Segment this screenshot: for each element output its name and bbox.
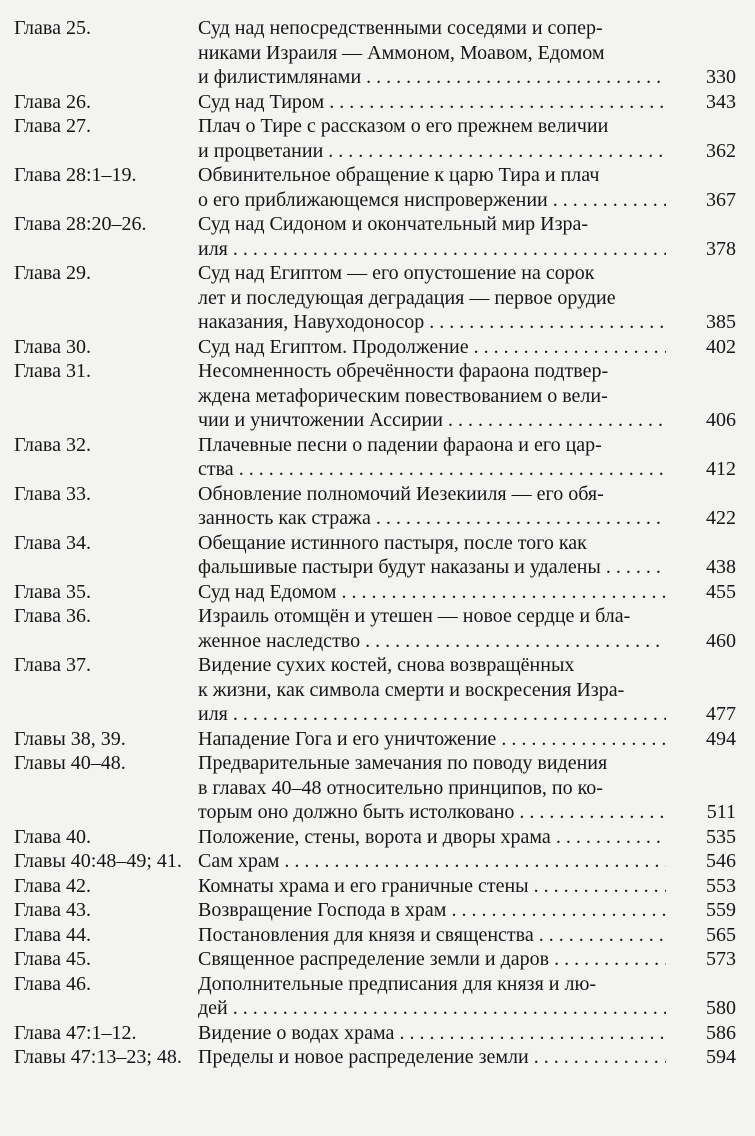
page-number: 402	[706, 335, 736, 358]
page-number: 594	[706, 1046, 736, 1068]
title-line: Дополнительные предписания для князя и лю-	[198, 972, 597, 995]
title-line: Постановления для князя и священства . . .	[198, 923, 666, 948]
page-number: 573	[706, 948, 736, 970]
toc-entry	[0, 531, 755, 580]
toc-entry	[0, 482, 755, 531]
toc-entry	[0, 972, 755, 1021]
title-line: Видение сухих костей, снова возвращённых	[198, 654, 575, 676]
chapter-title	[186, 212, 666, 261]
title-line: Комнаты храма и его граничные стены . . .	[198, 874, 666, 899]
title-line: Сам храм . . .	[198, 849, 666, 874]
chapter-title	[186, 947, 666, 972]
chapter-label: Глава 26.	[14, 90, 91, 113]
page-number-cell	[666, 604, 746, 653]
title-line: к жизни, как символа смерти и воскресения Изра-	[198, 678, 625, 701]
title-line: Положение, стены, ворота и дворы храма . . .	[198, 825, 666, 850]
toc-entry	[0, 114, 755, 163]
chapter-label: Глава 30.	[14, 335, 91, 358]
chapter-title	[186, 482, 666, 531]
page-number: 553	[706, 874, 736, 897]
page-number-cell	[666, 751, 746, 825]
toc-entry	[0, 898, 755, 923]
chapter-title	[186, 531, 666, 580]
title-line: фальшивые пастыри будут наказаны и удалены . . .	[198, 555, 666, 580]
toc-entry	[0, 163, 755, 212]
page-number: 494	[706, 727, 736, 750]
title-line: чии и уничтожении Ассирии . . .	[198, 408, 666, 433]
toc-entry	[0, 849, 755, 874]
page-number: 367	[706, 188, 736, 211]
page-number-cell	[666, 482, 746, 531]
title-line: и процветании . . .	[198, 139, 666, 164]
page-number: 343	[706, 90, 736, 113]
title-line: Суд над Тиром . . .	[198, 90, 666, 115]
chapter-title	[186, 359, 666, 433]
title-line: ства . . .	[198, 457, 666, 482]
toc-entry	[0, 335, 755, 360]
page-number-cell	[666, 825, 746, 850]
toc-entry	[0, 261, 755, 335]
chapter-title	[186, 433, 666, 482]
title-line: Обновление полномочий Иезекииля — его обя-	[198, 482, 604, 505]
title-line: Суд над Сидоном и окончательный мир Изра-	[198, 213, 589, 235]
page-number-cell	[666, 727, 746, 752]
title-line: Суд над Египтом. Продолжение . . .	[198, 335, 666, 360]
page-number-cell	[666, 1045, 746, 1070]
title-line: Суд над Едомом . . .	[198, 580, 666, 605]
chapter-title	[186, 16, 666, 90]
toc-entry	[0, 580, 755, 605]
toc-entry	[0, 359, 755, 433]
page-number: 455	[706, 580, 736, 603]
toc-entry	[0, 433, 755, 482]
title-line: Обещание истинного пастыря, после того как	[198, 531, 587, 554]
page-number: 565	[706, 923, 736, 946]
title-line: Суд над непосредственными соседями и сопер-	[198, 17, 603, 39]
table-of-contents	[0, 16, 755, 1070]
chapter-title	[186, 114, 666, 163]
title-line: о его приближающемся ниспровержении . . .	[198, 188, 666, 213]
chapter-label: Глава 33.	[14, 482, 91, 505]
chapter-label: Главы 47:13–23; 48.	[14, 1046, 182, 1068]
chapter-title	[186, 580, 666, 605]
chapter-title	[186, 163, 666, 212]
toc-entry	[0, 874, 755, 899]
title-line: Израиль отомщён и утешен — новое сердце и бла-	[198, 605, 631, 627]
page-number-cell	[666, 531, 746, 580]
toc-entry	[0, 825, 755, 850]
chapter-label: Глава 36.	[14, 605, 91, 627]
page-number: 546	[706, 850, 736, 872]
chapter-label: Глава 37.	[14, 654, 91, 676]
title-line: женное наследство . . .	[198, 629, 666, 654]
title-line: Плач о Тире с рассказом о его прежнем величии	[198, 115, 609, 137]
page-number: 422	[706, 507, 736, 529]
page-number-cell	[666, 947, 746, 972]
title-line: Обвинительное обращение к царю Тира и плач	[198, 164, 600, 186]
title-line: Священное распределение земли и даров . . .	[198, 947, 666, 972]
page-number-cell	[666, 163, 746, 212]
chapter-label: Глава 31.	[14, 360, 91, 382]
chapter-title	[186, 849, 666, 874]
chapter-label: Глава 47:1–12.	[14, 1021, 137, 1044]
chapter-title	[186, 1021, 666, 1046]
page-number: 477	[706, 703, 736, 725]
chapter-title	[186, 727, 666, 752]
chapter-label: Глава 46.	[14, 972, 91, 995]
page-number-cell	[666, 335, 746, 360]
page-number-cell	[666, 16, 746, 90]
page-number-cell	[666, 1021, 746, 1046]
page-number: 412	[706, 458, 736, 480]
toc-entry	[0, 212, 755, 261]
title-line: дей . . .	[198, 996, 666, 1021]
title-line: ждена метафорическим повествованием о вели-	[198, 384, 608, 407]
chapter-label: Глава 25.	[14, 17, 91, 39]
title-line: Видение о водах храма . . .	[198, 1021, 666, 1046]
toc-entry	[0, 947, 755, 972]
title-line: торым оно должно быть истолковано . . .	[198, 800, 666, 825]
chapter-label: Глава 40.	[14, 825, 91, 848]
toc-entry	[0, 16, 755, 90]
toc-entry	[0, 727, 755, 752]
chapter-label: Глава 27.	[14, 115, 91, 137]
chapter-label: Глава 43.	[14, 899, 91, 921]
page-number-cell	[666, 261, 746, 335]
toc-entry	[0, 1045, 755, 1070]
chapter-label: Глава 28:1–19.	[14, 164, 137, 186]
chapter-label: Главы 38, 39.	[14, 727, 126, 750]
page-number: 330	[706, 66, 736, 88]
page-number: 362	[706, 139, 736, 162]
title-line: Несомненность обречённости фараона подтвер-	[198, 360, 609, 382]
toc-entry	[0, 653, 755, 727]
toc-entry	[0, 604, 755, 653]
chapter-label: Глава 35.	[14, 580, 91, 603]
page-number: 511	[706, 801, 736, 823]
toc-entry	[0, 751, 755, 825]
chapter-label: Глава 32.	[14, 433, 91, 456]
chapter-title	[186, 604, 666, 653]
page-number: 385	[706, 311, 736, 333]
page-number-cell	[666, 972, 746, 1021]
title-line: и филистимлянами . . .	[198, 65, 666, 90]
page-number-cell	[666, 653, 746, 727]
title-line: Плачевные песни о падении фараона и его цар-	[198, 433, 602, 456]
chapter-title	[186, 1045, 666, 1070]
title-line: лет и последующая деградация — первое орудие	[198, 286, 616, 309]
title-line: никами Израиля — Аммоном, Моавом, Едомом	[198, 41, 605, 64]
page-number: 535	[706, 825, 736, 848]
chapter-title	[186, 335, 666, 360]
chapter-title	[186, 874, 666, 899]
chapter-title	[186, 751, 666, 825]
page-number-cell	[666, 359, 746, 433]
title-line: Суд над Египтом — его опустошение на сорок	[198, 262, 595, 284]
page-number-cell	[666, 923, 746, 948]
toc-entry	[0, 923, 755, 948]
page-number: 438	[706, 556, 736, 578]
chapter-label: Глава 28:20–26.	[14, 213, 147, 235]
chapter-label: Глава 29.	[14, 262, 91, 284]
page-number: 580	[706, 997, 736, 1019]
chapter-title	[186, 825, 666, 850]
chapter-label: Глава 42.	[14, 874, 91, 897]
page-number-cell	[666, 898, 746, 923]
title-line: Пределы и новое распределение земли . . .	[198, 1045, 666, 1070]
page-number: 559	[706, 899, 736, 921]
page-number-cell	[666, 849, 746, 874]
page-number: 460	[706, 629, 736, 652]
title-line: наказания, Навуходоносор . . .	[198, 310, 666, 335]
page-number-cell	[666, 874, 746, 899]
page-number-cell	[666, 114, 746, 163]
chapter-title	[186, 653, 666, 727]
title-line: иля . . .	[198, 237, 666, 262]
title-line: Возвращение Господа в храм . . .	[198, 898, 666, 923]
chapter-title	[186, 923, 666, 948]
title-line: занность как стража . . .	[198, 506, 666, 531]
title-line: Нападение Гога и его уничтожение . . .	[198, 727, 666, 752]
chapter-title	[186, 261, 666, 335]
page-number-cell	[666, 90, 746, 115]
chapter-label: Глава 44.	[14, 923, 91, 946]
page-number: 586	[706, 1021, 736, 1044]
toc-entry	[0, 90, 755, 115]
title-line: в главах 40–48 относительно принципов, по ко-	[198, 776, 603, 799]
page-number-cell	[666, 212, 746, 261]
title-line: иля . . .	[198, 702, 666, 727]
chapter-title	[186, 90, 666, 115]
chapter-label: Глава 34.	[14, 531, 91, 554]
chapter-title	[186, 972, 666, 1021]
page-number: 378	[706, 237, 736, 260]
chapter-title	[186, 898, 666, 923]
page-number: 406	[706, 409, 736, 431]
chapter-label: Главы 40:48–49; 41.	[14, 850, 182, 872]
title-line: Предварительные замечания по поводу видения	[198, 752, 608, 774]
page-number-cell	[666, 580, 746, 605]
chapter-label: Глава 45.	[14, 948, 91, 970]
toc-entry	[0, 1021, 755, 1046]
chapter-label: Главы 40–48.	[14, 752, 126, 774]
page-number-cell	[666, 433, 746, 482]
